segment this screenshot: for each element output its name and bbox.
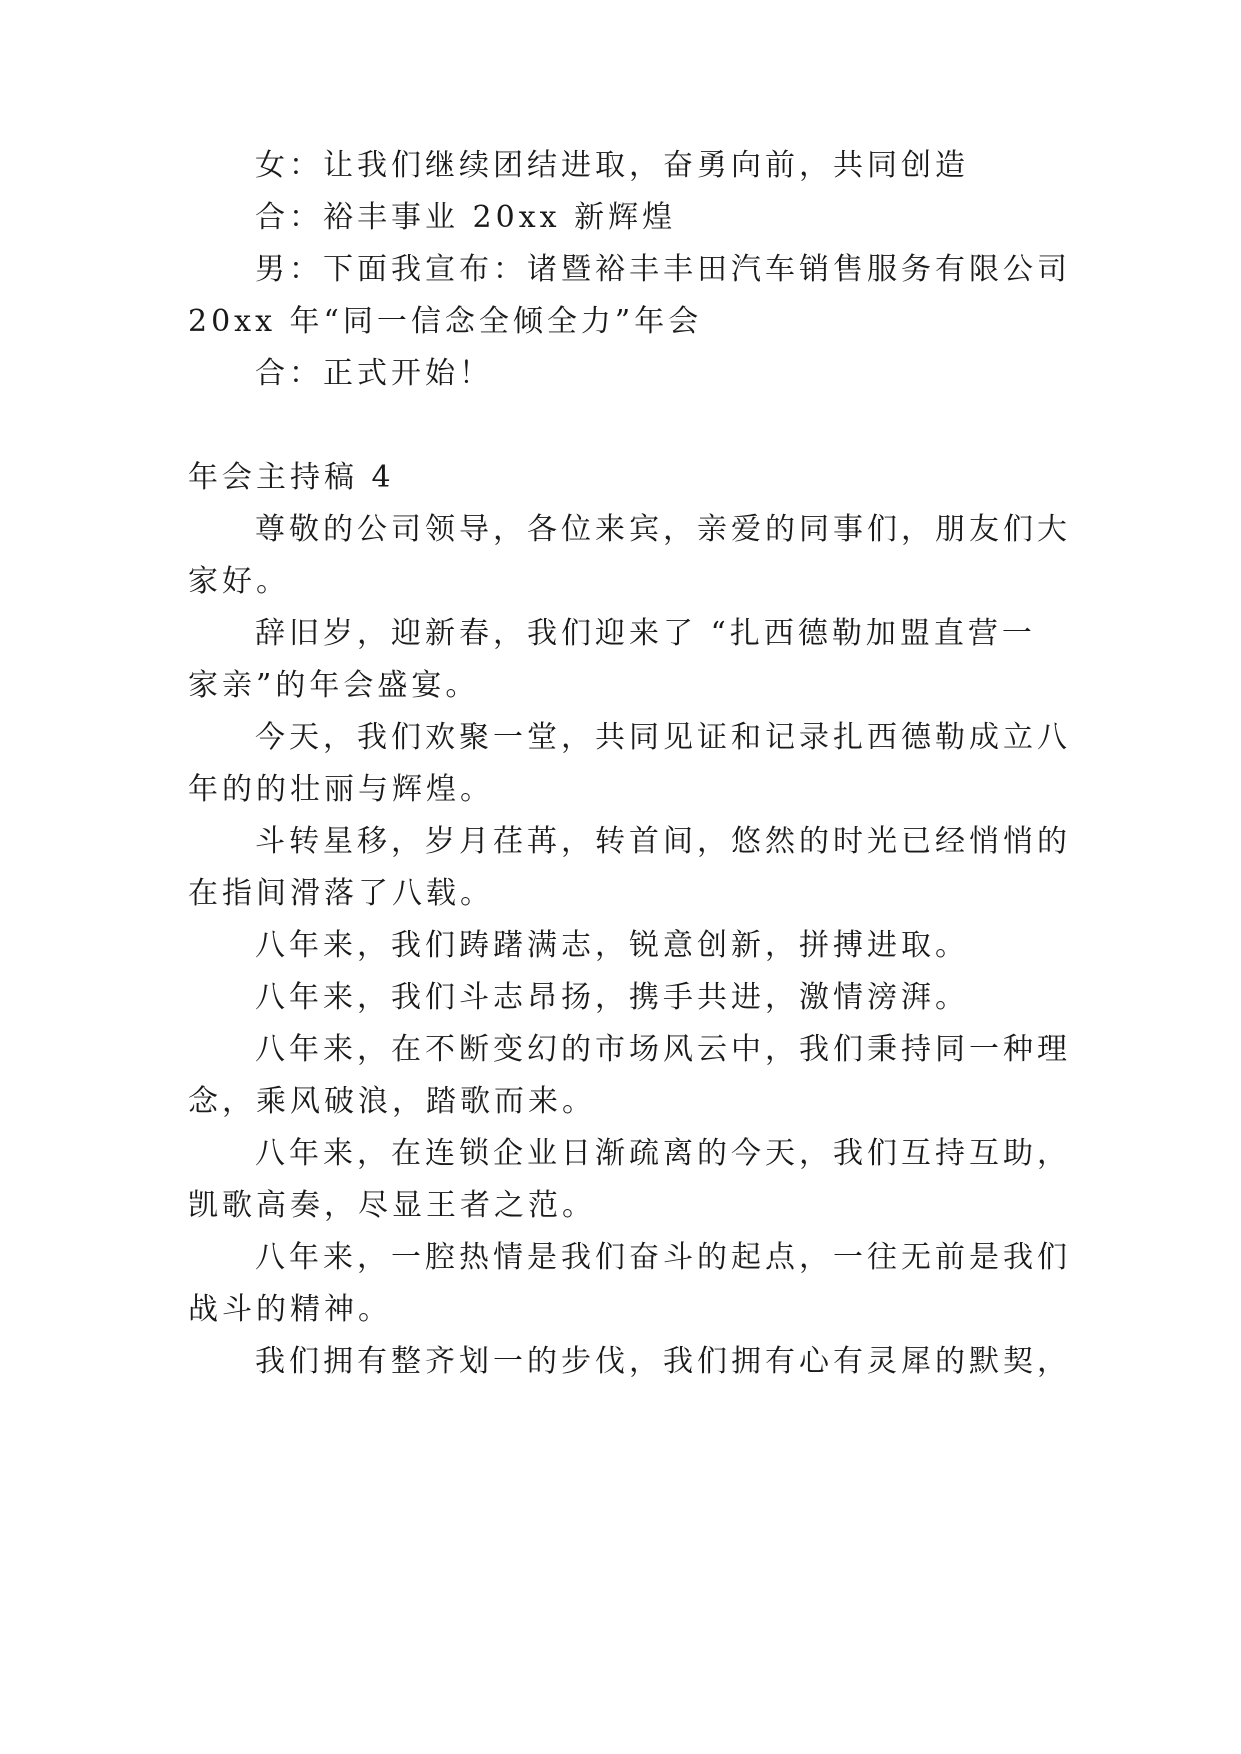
text-line: 合：裕丰事业 20xx 新辉煌 — [255, 200, 677, 235]
text-line: 家好。 — [188, 564, 290, 599]
text-line: 念，乘风破浪，踏歌而来。 — [188, 1084, 596, 1119]
text-line: 八年来，一腔热情是我们奋斗的起点，一往无前是我们 — [255, 1240, 1071, 1275]
text-line: 尊敬的公司领导，各位来宾，亲爱的同事们，朋友们大 — [255, 512, 1071, 547]
text-line: 八年来，我们斗志昂扬，携手共进，激情滂湃。 — [255, 980, 969, 1015]
text-line: 女：让我们继续团结进取，奋勇向前，共同创造 — [255, 148, 969, 183]
text-line: 男：下面我宣布：诸暨裕丰丰田汽车销售服务有限公司 — [255, 252, 1071, 287]
text-line: 战斗的精神。 — [188, 1292, 392, 1327]
text-line: 今天，我们欢聚一堂，共同见证和记录扎西德勒成立八 — [255, 720, 1071, 755]
text-line: 八年来，我们踌躇满志，锐意创新，拼搏进取。 — [255, 928, 969, 963]
text-line: 八年来，在不断变幻的市场风云中，我们秉持同一种理 — [255, 1032, 1071, 1067]
text-line: 八年来，在连锁企业日渐疏离的今天，我们互持互助， — [255, 1136, 1071, 1171]
text-line: 斗转星移，岁月荏苒，转首间，悠然的时光已经悄悄的 — [255, 824, 1071, 859]
text-line: 辞旧岁，迎新春，我们迎来了 “扎西德勒加盟直营一 — [255, 616, 1036, 651]
text-line: 在指间滑落了八载。 — [188, 876, 494, 911]
text-line: 年的的壮丽与辉煌。 — [188, 772, 494, 807]
text-line: 我们拥有整齐划一的步伐，我们拥有心有灵犀的默契， — [255, 1344, 1071, 1379]
text-line: 20xx 年“同一信念全倾全力”年会 — [188, 304, 703, 339]
text-line: 合：正式开始！ — [255, 356, 493, 391]
text-line: 家亲”的年会盛宴。 — [188, 668, 480, 703]
text-line: 凯歌高奏，尽显王者之范。 — [188, 1188, 596, 1223]
section-heading: 年会主持稿 4 — [188, 460, 395, 495]
